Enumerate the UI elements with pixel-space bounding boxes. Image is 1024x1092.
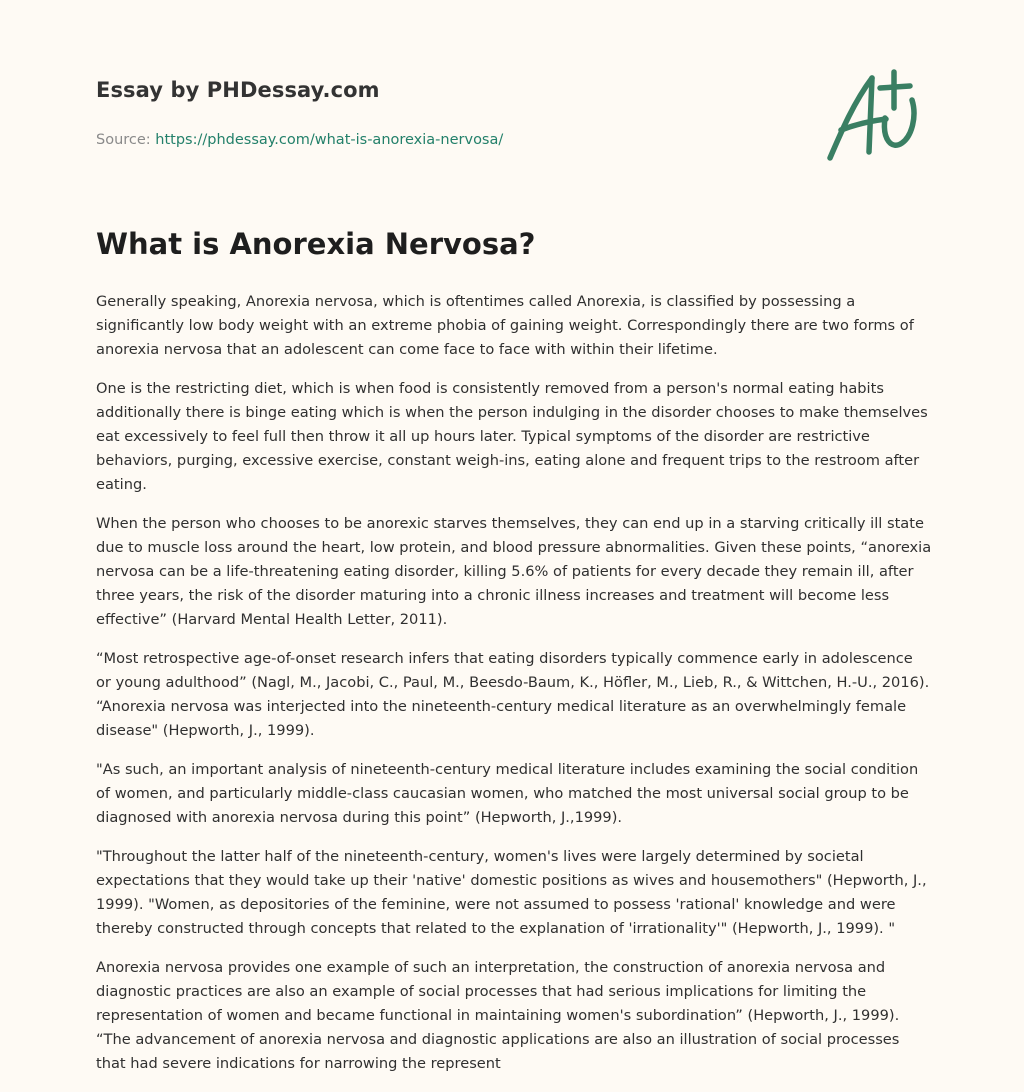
article-paragraph: When the person who chooses to be anorexic starves themselves, they can end up in a starving critically ill state due to muscle loss around the heart, low protein, and blood pressure abnormalities. Given these points, “anorexia nervosa can be a life-threatening eating disorder, killing 5.6% of patients for every decade they remain ill, after three years, the risk of the disorder maturing into a chronic illness increases and treatment will become less effective” (Harvard Mental Health Letter, 2011). <box>96 515 932 628</box>
article-paragraph: One is the restricting diet, which is when food is consistently removed from a person's normal eating habits additionally there is binge eating which is when the person indulging in the disorder chooses to make themselves eat excessively to feel full then throw it all up hours later. Typical symptoms of the disorder are restrictive behaviors, purging, excessive exercise, constant weigh-ins, eating alone and frequent trips to the restroom after eating. <box>96 380 928 493</box>
article <box>96 224 932 1091</box>
source-line <box>96 130 796 150</box>
article-paragraph: Anorexia nervosa provides one example of such an interpretation, the construction of anorexia nervosa and diagnostic practices are also an example of social processes that had serious implications for limiting the representation of women and became functional in maintaining women's subordination” (Hepworth, J., 1999). “The advancement of anorexia nervosa and diagnostic applications are also an illustration of social processes that had severe indications for narrowing the represent <box>96 959 900 1072</box>
source-link[interactable]: https://phdessay.com/what-is-anorexia-nervosa/ <box>155 132 504 148</box>
a-plus-logo-icon <box>822 68 930 164</box>
article-paragraph: Generally speaking, Anorexia nervosa, which is oftentimes called Anorexia, is classified by possessing a significantly low body weight with an extreme phobia of gaining weight. Correspondingly there are two forms of anorexia nervosa that an adolescent can come face to face with within their lifetime. <box>96 293 914 358</box>
article-paragraph: "Throughout the latter half of the nineteenth-century, women's lives were largely determined by societal expectations that they would take up their 'native' domestic positions as wives and housemothers" (Hepworth, J., 1999). "Women, as depositories of the feminine, were not assumed to possess 'rational' knowledge and were thereby constructed through concepts that related to the explanation of 'irrationality'" (Hepworth, J., 1999). " <box>96 848 927 937</box>
article-paragraph: “Most retrospective age-of-onset research infers that eating disorders typically commence early in adolescence or young adulthood” (Nagl, M., Jacobi, C., Paul, M., Beesdo-Baum, K., Höfler, M., Lieb, R., & Wittchen, H.-U., 2016). “Anorexia nervosa was interjected into the nineteenth-century medical literature as an overwhelmingly female disease" (Hepworth, J., 1999). <box>96 650 930 739</box>
page-header <box>96 76 796 150</box>
source-label: Source: <box>96 132 156 148</box>
brand-title: Essay by PHDessay.com <box>96 78 380 102</box>
article-title: What is Anorexia Nervosa? <box>96 227 536 261</box>
article-paragraph: "As such, an important analysis of nineteenth-century medical literature includes examining the social condition of women, and particularly middle-class caucasian women, who matched the most universal social group to be diagnosed with anorexia nervosa during this point” (Hepworth, J.,1999). <box>96 761 919 826</box>
